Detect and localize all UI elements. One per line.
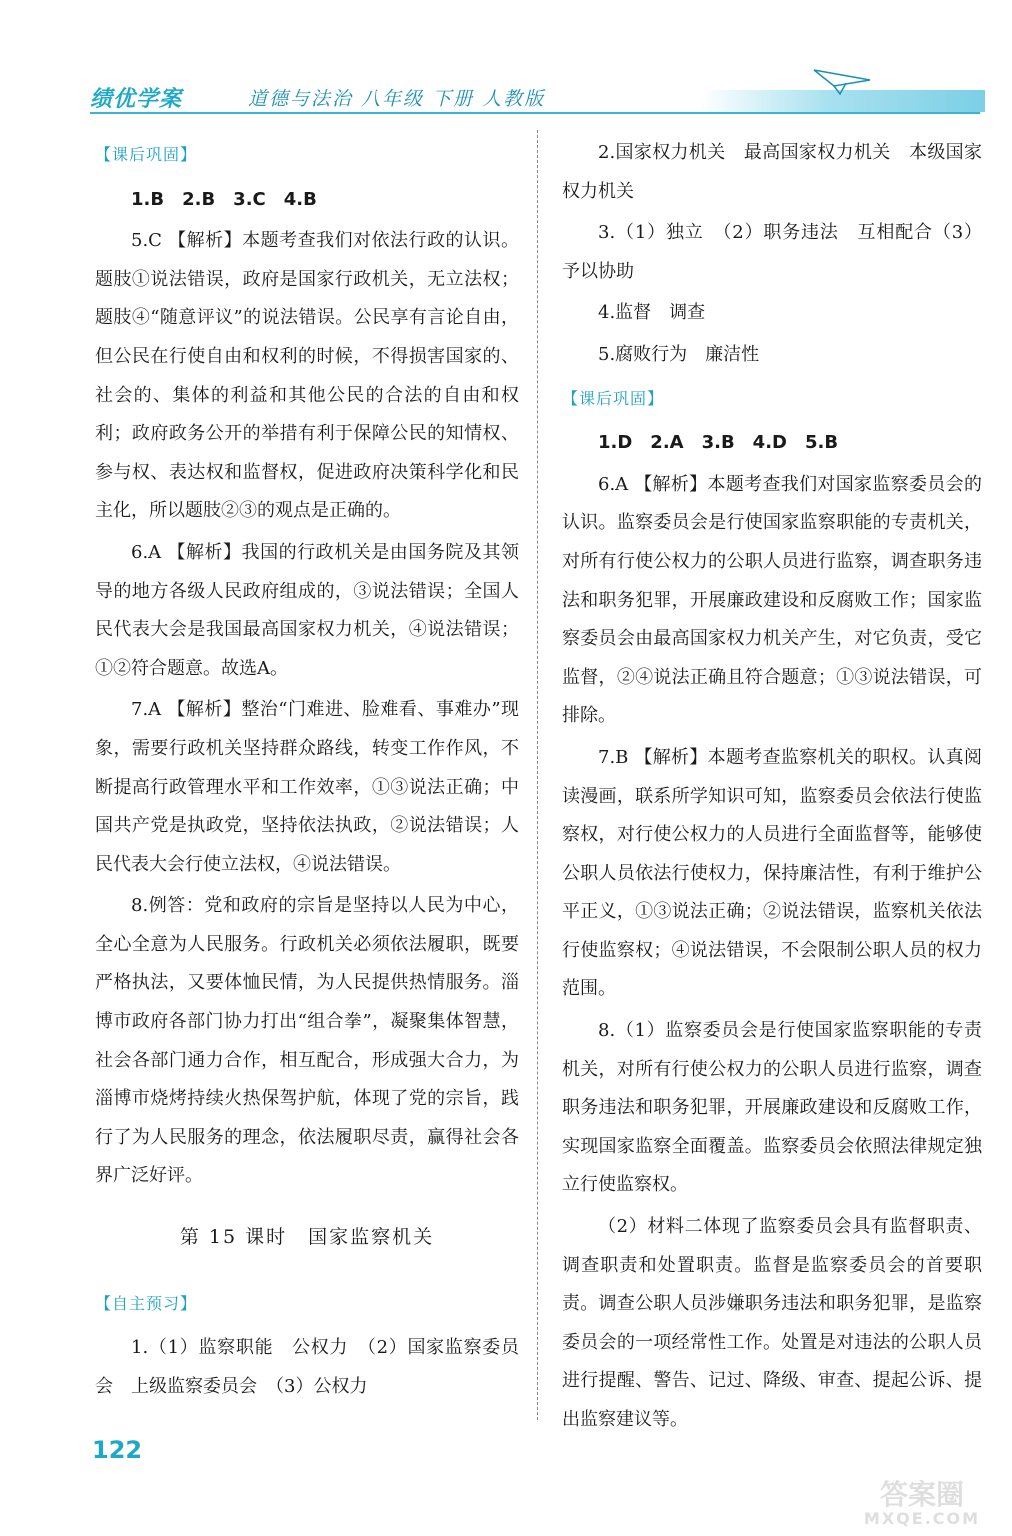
answer-6-r: 6.A 【解析】本题考查我们对国家监察委员会的认识。监察委员会是行使国家监察职能的专责机关，对所有行使公权力的公职人员进行监察，调查职务违法和职务犯罪，开展廉政建设和反腐败工作；国家监察委员会由最高国家权力机关产生，对它负责，受它监督，②④说法正确且符合题意；①③说法错误，可排除。	[562, 473, 982, 727]
page-number: 122	[92, 1436, 143, 1464]
answer-line: 1.B 2.B 3.C 4.B	[131, 188, 317, 210]
lesson-title: 第 15 课时 国家监察机关	[179, 1226, 435, 1249]
page-header	[0, 0, 1012, 118]
preview-answer-4: 4.监督 调查	[598, 302, 706, 324]
answer-7-r: 7.B 【解析】本题考查监察机关的职权。认真阅读漫画，联系所学知识可知，监察委员会依法行使监察权，对行使公权力的人员进行全面监督等，能够使公职人员依法行使权力，保持廉洁性，有利于维护公平正义，①③说法正确；②说法错误，监察机关依法行使监察权；④说法错误，不会限制公职人员的权力范围。	[562, 746, 982, 1000]
answer-6: 6.A 【解析】我国的行政机关是由国务院及其领导的地方各级人民政府组成的，③说法错误；全国人民代表大会是我国最高国家权力机关，④说法错误；①②符合题意。故选A。	[95, 541, 519, 679]
section-tag-review: 【课后巩固】	[95, 145, 198, 164]
brand-logo: 绩优学案	[90, 87, 183, 112]
preview-answer-2: 2.国家权力机关 最高国家权力机关 本级国家权力机关	[562, 142, 982, 202]
header-rule	[90, 112, 980, 114]
answer-5: 5.C 【解析】本题考查我们对依法行政的认识。题肢①说法错误，政府是国家行政机关，无立法权；题肢④“随意评议”的说法错误。公民享有言论自由，但公民在行使自由和权利的时候，不得损害国家的、社会的、集体的利益和其他公民的合法的自由和权利；政府政务公开的举措有利于保障公民的知情权、参与权、表达权和监督权，促进政府决策科学化和民主化，所以题肢②③的观点是正确的。	[95, 230, 519, 522]
watermark-bottom: MXQE.COM	[863, 1509, 981, 1528]
column-divider	[537, 130, 538, 1420]
right-column	[562, 134, 982, 1443]
answer-8-2: （2）材料二体现了监察委员会具有监督职责、调查职责和处置职责。监督是监察委员会的首要职责。调查公职人员涉嫌职务违法和职务犯罪，是监察委员会的一项经常性工作。处置是对违法的公职人员进行提醒、警告、记过、降级、审查、提起公诉、提出监察建议等。	[562, 1216, 982, 1430]
preview-answer-3: 3.（1）独立 （2）职务违法 互相配合（3）予以协助	[562, 222, 982, 282]
answer-line-2: 1.D 2.A 3.B 4.D 5.B	[598, 432, 839, 454]
section-tag-review-2: 【课后巩固】	[562, 388, 665, 408]
watermark-top: 答案圈	[879, 1478, 964, 1511]
answer-8: 8.例答：党和政府的宗旨是坚持以人民为中心，全心全意为人民服务。行政机关必须依法履职，既要严格执法，又要体恤民情，为人民提供热情服务。淄博市政府各部门协力打出“组合拳”，凝聚集体智慧，社会各部门通力合作，相互配合，形成强大合力，为淄博市烧烤持续火热保驾护航，体现了党的宗旨，践行了为人民服务的理念，依法履职尽责，赢得社会各界广泛好评。	[95, 895, 519, 1187]
left-column	[95, 134, 519, 1409]
preview-answer-1: 1.（1）监察职能 公权力 （2）国家监察委员会 上级监察委员会 （3）公权力	[95, 1337, 519, 1397]
book-subtitle: 道德与法治 八年级 下册 人教版	[248, 88, 546, 110]
section-tag-preview: 【自主预习】	[95, 1293, 198, 1313]
watermark	[836, 1480, 1008, 1532]
paper-plane-icon	[812, 66, 872, 96]
preview-answer-5: 5.腐败行为 廉洁性	[598, 343, 760, 365]
answer-7: 7.A 【解析】整治“门难进、脸难看、事难办”现象，需要行政机关坚持群众路线，转变工作作风，不断提高行政管理水平和工作效率，①③说法正确；中国共产党是执政党，坚持依法执政，②说法错误；人民代表大会行使立法权，④说法错误。	[95, 699, 520, 875]
answer-8-1: 8.（1）监察委员会是行使国家监察职能的专责机关，对所有行使公权力的公职人员进行监察，调查职务违法和职务犯罪，开展廉政建设和反腐败工作，实现国家监察全面覆盖。监察委员会依照法律规定独立行使监察权。	[562, 1020, 982, 1196]
